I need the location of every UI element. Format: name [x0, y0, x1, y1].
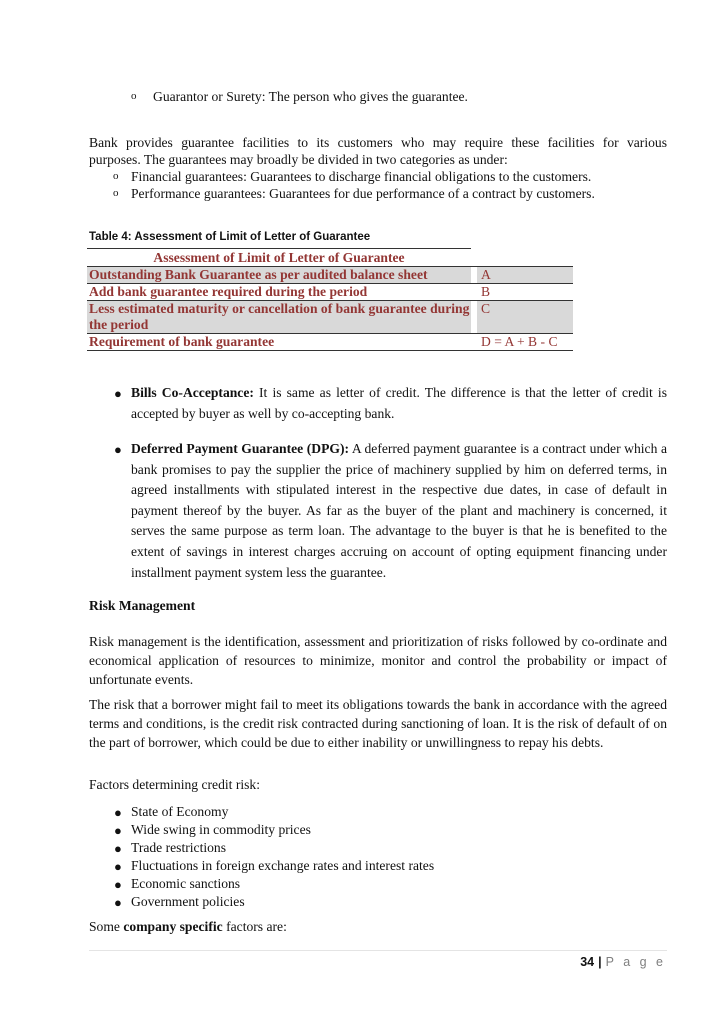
table-cell-value: B: [481, 284, 491, 299]
page-number: 34: [580, 955, 595, 969]
table-cell-value: D = A + B - C: [481, 334, 558, 349]
bullet-title: Bills Co-Acceptance:: [131, 385, 254, 400]
intro-line-2: purposes. The guarantees may broadly be divided in two categories as under:: [89, 152, 508, 167]
circle-bullet-icon: o: [131, 90, 137, 102]
intro-line-1: Bank provides guarantee facilities to its customers who may require these facilities for various: [89, 135, 667, 150]
bullet-icon: ●: [114, 805, 122, 820]
risk-para-2: The risk that a borrower might fail to meet its obligations towards the bank in accordance with the agreed terms and conditions, is the credit risk contracted during sanctioning of loan. It is the risk of default of on the part of borrower, which could be due to either inability or unwillingness to repay his debts.: [89, 697, 667, 750]
factors-intro: Factors determining credit risk:: [89, 777, 261, 792]
footer-separator: |: [598, 955, 602, 969]
company-factors-line: [89, 918, 287, 936]
company-post: factors are:: [226, 919, 287, 934]
table-cell-label: Outstanding Bank Guarantee as per audited balance sheet: [89, 267, 428, 282]
list-item-text: Guarantor or Surety: The person who gives the guarantee.: [153, 89, 468, 104]
table-cell-label: Add bank guarantee required during the period: [89, 284, 368, 299]
bullet-icon: ●: [114, 386, 122, 401]
table-cell-value: C: [481, 301, 491, 316]
table-row: [87, 333, 573, 351]
table-cell-label: Requirement of bank guarantee: [89, 334, 275, 349]
bullet-icon: ●: [114, 442, 122, 457]
assessment-table: [87, 248, 573, 351]
table-row: [87, 266, 573, 283]
table-row: [87, 300, 573, 333]
bullet-icon: ●: [114, 823, 122, 838]
list-item: Trade restrictions: [131, 840, 227, 855]
bullet-text: It is same as letter of credit. The difference is that the letter of credit is accepted by buyer as well by co-accepting bank.: [131, 385, 667, 421]
risk-para-1: Risk management is the identification, assessment and prioritization of risks followed by co-ordinate and economical application of resources to minimize, monitor and control the probability or impact of unfortunate events.: [89, 634, 667, 687]
circle-bullet-icon: o: [113, 170, 119, 182]
list-item: State of Economy: [131, 804, 229, 819]
list-item: Wide swing in commodity prices: [131, 822, 311, 837]
list-item-text: Performance guarantees: Guarantees for due performance of a contract by customers.: [131, 186, 595, 201]
bullet-title: Deferred Payment Guarantee (DPG):: [131, 441, 350, 456]
table-cell-value: A: [481, 267, 491, 282]
circle-bullet-icon: o: [113, 187, 119, 199]
list-item: Economic sanctions: [131, 876, 241, 891]
page-label: P a g e: [605, 955, 666, 969]
bills-co-acceptance: [131, 383, 667, 424]
table-caption: Table 4: Assessment of Limit of Letter of Guarantee: [89, 231, 371, 243]
list-item: Government policies: [131, 894, 245, 909]
bullet-icon: ●: [114, 895, 122, 910]
bullet-icon: ●: [114, 877, 122, 892]
bullet-icon: ●: [114, 841, 122, 856]
table-heading: Assessment of Limit of Letter of Guarantee: [87, 248, 471, 266]
company-pre: Some: [89, 919, 120, 934]
company-bold: company specific: [123, 919, 223, 934]
list-item: Fluctuations in foreign exchange rates and interest rates: [131, 858, 435, 873]
footer-divider: [89, 950, 667, 951]
table-cell-label: Less estimated maturity or cancellation of bank guarantee during the period: [89, 301, 470, 332]
bullet-icon: ●: [114, 859, 122, 874]
bullet-text: A deferred payment guarantee is a contract under which a bank promises to pay the supplier the price of machinery supplied by him on deferred terms, in agreed installments with stipulated interest in the respective due dates, in case of default in payment thereof by the buyer. As far as the buyer of the plant and machinery is concerned, it serves the same purpose as term loan. The advantage to the buyer is that he is benefited to the extent of savings in interest charges accruing on account of opting equipment financing under installment payment system less the guarantee.: [131, 441, 667, 580]
deferred-payment-guarantee: [131, 439, 667, 583]
section-heading: Risk Management: [89, 598, 196, 613]
page-footer: [580, 955, 666, 969]
list-item-text: Financial guarantees: Guarantees to discharge financial obligations to the customers.: [131, 169, 592, 184]
table-row: [87, 283, 573, 300]
